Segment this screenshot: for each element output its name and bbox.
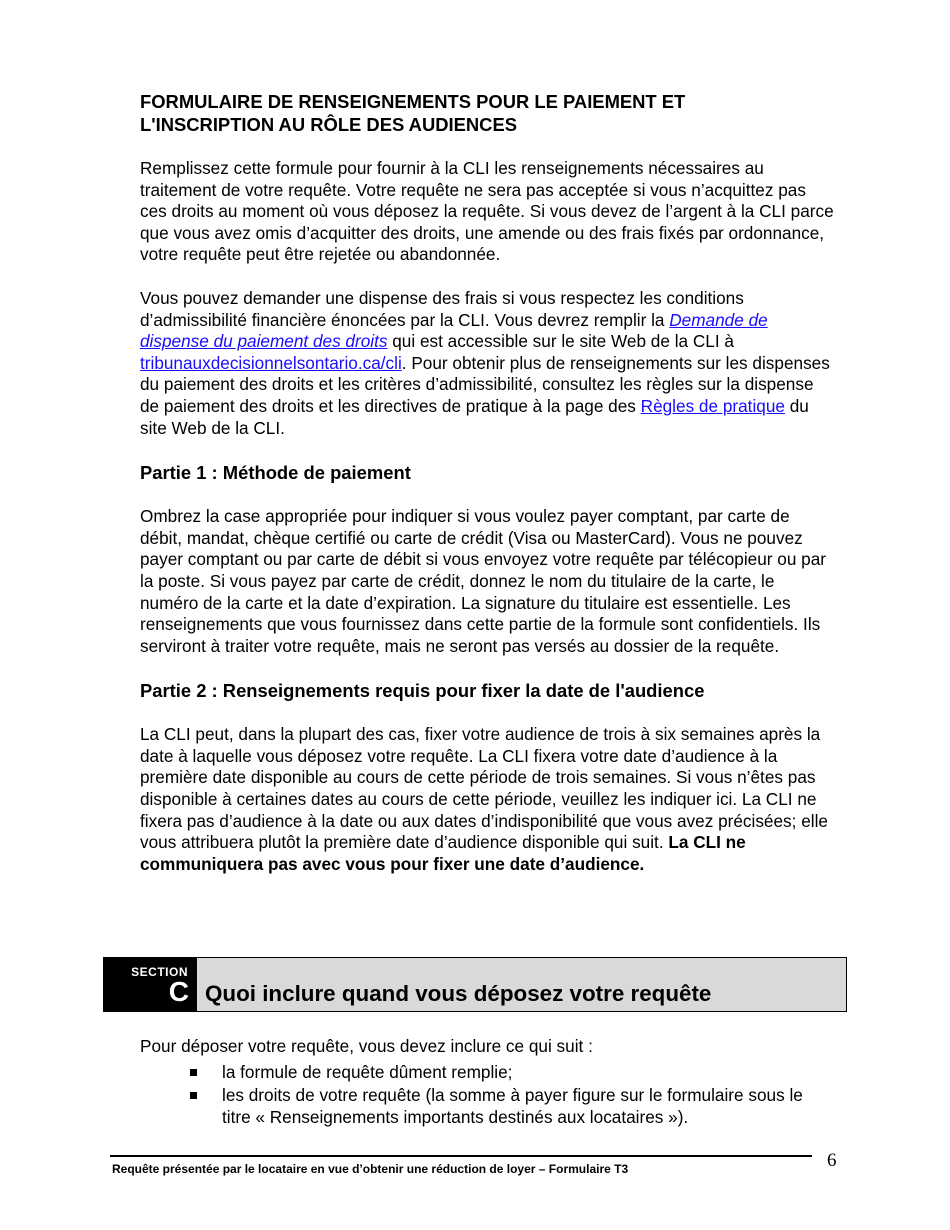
- footer-form-title: Requête présentée par le locataire en vue d’obtenir une réduction de loyer – Formulaire T3: [112, 1162, 629, 1176]
- list-item: les droits de votre requête (la somme à payer figure sur le formulaire sous le titre « Renseignements importants destinés aux locataires »).: [140, 1085, 834, 1128]
- section-intro: Pour déposer votre requête, vous devez inclure ce qui suit :: [140, 1036, 593, 1056]
- fee-waiver-request-link[interactable]: Demande de dispense du paiement des droits: [140, 309, 768, 352]
- square-bullet-icon: [190, 1092, 197, 1099]
- section-label-block: [104, 958, 197, 1011]
- intro-paragraph: Remplissez cette formule pour fournir à la CLI les renseignements nécessaires au traitement de votre requête. Votre requête ne sera pas acceptée si vous n’acquittez pas ces droits au moment où vous déposez la requête. Si vous devez de l’argent à la CLI parce que vous avez omis d’acquitter des droits, une amende ou des frais fixés par ordonnance, votre requête peut être rejetée ou abandonnée.: [140, 158, 834, 265]
- part2-body: La CLI peut, dans la plupart des cas, fixer votre audience de trois à six semaines après la date à laquelle vous déposez votre requête. La CLI fixera votre date d’audience à la première date disponible au cours de cette période de trois semaines. Si vous n’êtes pas disponible à certaines dates au cours de cette période, veuillez les indiquer ici. La CLI ne fixera pas d’audience à la date ou aux dates d’indisponibilité que vous avez précisées; elle vous attribuera plutôt la première date d’audience disponible qui suit. La CLI ne communiquera pas avec vous pour fixer une date d’audience.: [140, 724, 828, 874]
- list-item: la formule de requête dûment remplie;: [140, 1062, 834, 1084]
- section-word: SECTION: [131, 965, 188, 979]
- part2-heading: Partie 2 : Renseignements requis pour fixer la date de l'audience: [140, 680, 705, 702]
- section-c-body: [140, 1036, 834, 1130]
- fee-waiver-paragraph: Vous pouvez demander une dispense des frais si vous respectez les conditions d’admissibilité financière énoncées par la CLI. Vous devrez remplir la Demande de dispense du paiement des droits qui est accessible sur le site Web de la CLI à tribunauxdecisionnelsontario.ca/cli. Pour obtenir plus de renseignements sur les dispenses du paiement des droits et les critères d’admissibilité, consultez les règles sur la dispense de paiement des droits et les directives de pratique à la page des Règles de pratique du site Web de la CLI.: [140, 287, 830, 438]
- part1-body: Ombrez la case appropriée pour indiquer si vous voulez payer comptant, par carte de débit, mandat, chèque certifié ou carte de crédit (Visa ou MasterCard). Vous ne pouvez payer comptant ou par carte de débit si vous envoyez votre requête par télécopieur ou par la poste. Si vous payez par carte de crédit, donnez le nom du titulaire de la carte, le numéro de la carte et la date d’expiration. La signature du titulaire est essentielle. Les renseignements que vous fournissez dans cette partie de la formule sont confidentiels. Ils serviront à traiter votre requête, mais ne seront pas versés au dossier de la requête.: [140, 506, 826, 656]
- section-letter: C: [168, 976, 189, 1007]
- page-number: 6: [827, 1150, 837, 1171]
- part1-heading: Partie 1 : Méthode de paiement: [140, 462, 411, 484]
- footer-divider: [110, 1155, 812, 1157]
- tribunal-website-link[interactable]: tribunauxdecisionnelsontario.ca/cli: [140, 352, 402, 373]
- form-heading-line2: L'INSCRIPTION AU RÔLE DES AUDIENCES: [140, 114, 517, 135]
- document-body: [140, 90, 834, 897]
- rules-of-practice-link[interactable]: Règles de pratique: [640, 395, 785, 416]
- form-heading: [140, 90, 834, 136]
- section-c-banner: [103, 957, 847, 1012]
- form-heading-line1: FORMULAIRE DE RENSEIGNEMENTS POUR LE PAIEMENT ET: [140, 91, 686, 112]
- requirements-list: [140, 1062, 834, 1129]
- part2-bold-note: La CLI ne communiquera pas avec vous pour fixer une date d’audience.: [140, 832, 746, 874]
- section-title: Quoi inclure quand vous déposez votre requête: [205, 981, 712, 1006]
- square-bullet-icon: [190, 1069, 197, 1076]
